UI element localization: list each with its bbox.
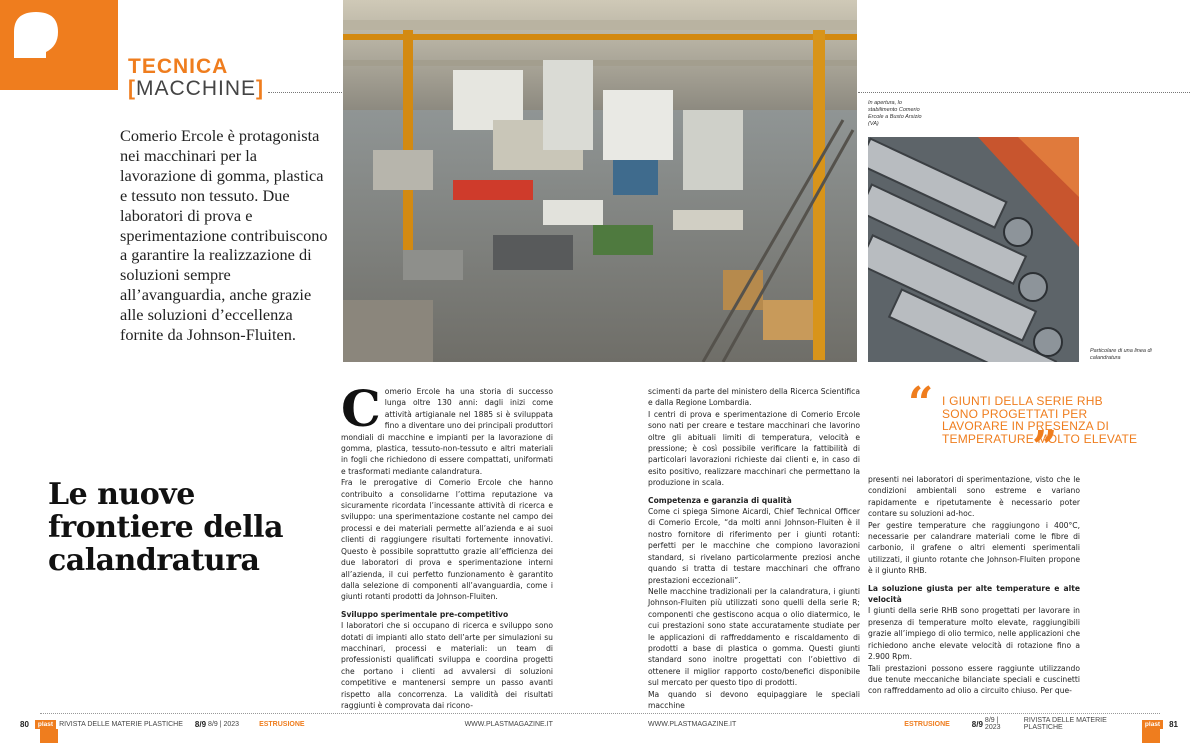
quote-close-icon: ” [1032,422,1058,473]
magazine-logo-shape [0,0,118,90]
paragraph: Come ci spiega Simone Aicardi, Chief Technical Officer di Comerio Ercole, “da molti anni Johnson-Fluiten è il nostro fornitore di riferimento per i giunti rotanti: perfetti per le macchine che compiono lavorazioni standard, si rivelano particolarmente preziosi anche quando si tratta di testare macchinari che offrano prestazioni eccezionali”. [648,507,860,585]
page-number: 80 [20,719,29,729]
paragraph: Nelle macchine tradizionali per la calandratura, i giunti Johnson-Fluiten più utilizzati sono quelli della serie R; componenti che gestiscono acqua o olio diatermico, le cui prestazioni sono state accuratamente studiate per le applicazioni di raffreddamento e riscaldamento di prodotti a base di plastica o gomma. Questi giunti standard sono inoltre progettati con l’obiettivo di ottenere il miglior rapporto costo/benefici disponibile sul mercato per questo tipo di prodotti. [648,586,860,688]
photo-caption-top: In apertura, lo stabilimento Comerio Ercole a Busto Arsizio (VA) [868,100,922,127]
paragraph: scimenti da parte del ministero della Ricerca Scientifica e dalla Regione Lombardia. [648,387,860,408]
issue-number: 8/9 [971,719,983,729]
footer-right [648,716,1178,732]
magazine-name: RIVISTA DELLE MATERIE PLASTICHE [59,720,183,728]
section-subtitle: [MACCHINE] [128,77,265,100]
website-link[interactable]: WWW.PLASTMAGAZINE.IT [648,720,737,728]
issue-date: 8/9 | 2023 [208,720,240,728]
article-column-2 [648,386,860,711]
subheading: La soluzione giusta per alte temperature e alte velocità [868,583,1080,605]
article-headline: Le nuove frontiere della calandratura [48,477,284,578]
issue-number: 8/9 [194,719,207,729]
topic-label: ESTRUSIONE [904,720,950,728]
photo-caption-bottom: Particolare di una linea di calandratura [1090,348,1152,361]
website-link[interactable]: WWW.PLASTMAGAZINE.IT [464,720,553,728]
paragraph: I giunti della serie RHB sono progettati per lavorare in presenza di temperature molto elevate, raggiungibili grazie all’impiego di olio termico, nelle applicazioni che richiedono anche elevate velocità di rotazione fino a 2.900 Rpm. [868,606,1080,662]
topic-label: ESTRUSIONE [259,720,305,728]
paragraph: Per gestire temperature che raggiungono i 400°C, necessarie per calandrare materiali come le fibre di carbonio, il grafene o altri elementi sperimentali utilizzati, il giunto rotante che Johnson-Fluiten propone è il giunto RHB. [868,520,1080,576]
page-number: 81 [1169,719,1178,729]
paragraph: omerio Ercole ha una storia di successo lunga oltre 130 anni: dagli inizi come attività artigianale nel 1885 si è sviluppata fino a diventare uno dei principali produttori mondiali di macchine e impianti per la lavorazione di gomma, plastica, tessuto-non-tessuto e altri materiali in fogli che richiedono di essere compattati, uniformati e trasformati mediante calandratura. [341,387,553,476]
paragraph: I centri di prova e sperimentazione di Comerio Ercole sono nati per creare e testare macchinari che lavorino oltre gli abituali limiti di temperatura, velocità e pressione; è così possibile verificare la fattibilità di particolari lavorazioni richieste dai clienti e, in caso di esito positivo, realizzare macchinari che permettano la produzione in scala. [648,409,860,488]
dropcap: C [341,379,381,438]
issue-date: 8/9 | 2023 [984,717,1001,731]
subheading: Competenza e garanzia di qualità [648,495,792,505]
footer-left [20,716,580,732]
brand-badge: plast [1142,720,1163,729]
paragraph: Ma quando si devono equipaggiare le speciali macchine [648,689,860,710]
paragraph: Tali prestazioni possono essere raggiunte utilizzando due tenute meccaniche bilanciate speciali e cuscinetti con raffreddamento ad olio a circuito chiuso. Per que- [868,663,1080,696]
calender-detail-photo [868,137,1079,362]
paragraph: Fra le prerogative di Comerio Ercole che hanno contribuito a consolidarne l’ottima reputazione va sicuramente ricordata l’incessante attività di ricerca e sviluppo: una sperimentazione costante nel campo dei processi e dei materiali permette all’azienda e ai suoi clienti di raggiungere risultati fortemente innovativi. Questo è possibile soprattutto grazie all’efficienza dei due laboratori di prova e sperimentazione interni all’azienda, il cui perfetto funzionamento è garantito dalla selezione di componenti all’avanguardia, come i giunti rotanti prodotti da Johnson-Fluiten. [341,478,553,602]
article-column-3 [868,474,1080,697]
title-divider-right [858,92,1190,93]
factory-photo [343,0,857,362]
footer-divider [40,713,1160,714]
subheading: Sviluppo sperimentale pre-competitivo [341,609,509,619]
lead-paragraph: Comerio Ercole è protagonista nei macchinari per la lavorazione di gomma, plastica e tessuto non tessuto. Due laboratori di prova e sperimentazione contribuiscono a garantire la realizzazione di soluzioni sempre all’avanguardia, anche grazie alle soluzioni d’eccellenza fornite da Johnson-Fluiten. [120,126,328,345]
title-divider [268,92,344,93]
magazine-name: RIVISTA DELLE MATERIE PLASTICHE [1023,717,1107,731]
article-column-1 [341,379,553,711]
section-title-main: TECNICA [128,55,229,78]
paragraph: I laboratori che si occupano di ricerca e sviluppo sono dotati di impianti allo stato dell’arte per simulazioni su macchinari, processi e materiali: un team di professionisti qualificati sviluppa e coordina progetti che portano i clienti ad avvalersi di soluzioni competitive e mantenersi sempre un passo avanti rispetto alla concorrenza. La validità dei risultati raggiunti è comprovata dai ricono- [341,621,553,710]
pull-quote [908,378,1140,473]
brand-badge: plast [35,720,56,729]
quote-text: I GIUNTI DELLA SERIE RHB SONO PROGETTATI PER LAVORARE IN PRESENZA DI TEMPERATURE MOLTO ELEVATE [942,394,1138,446]
quote-open-icon: “ [908,378,934,429]
paragraph: presenti nei laboratori di sperimentazione, visto che le condizioni ambientali sono estreme e variano rapidamente e ripetutamente è necessario poter contare su soluzioni ad-hoc. [868,475,1080,519]
section-title [128,56,264,100]
